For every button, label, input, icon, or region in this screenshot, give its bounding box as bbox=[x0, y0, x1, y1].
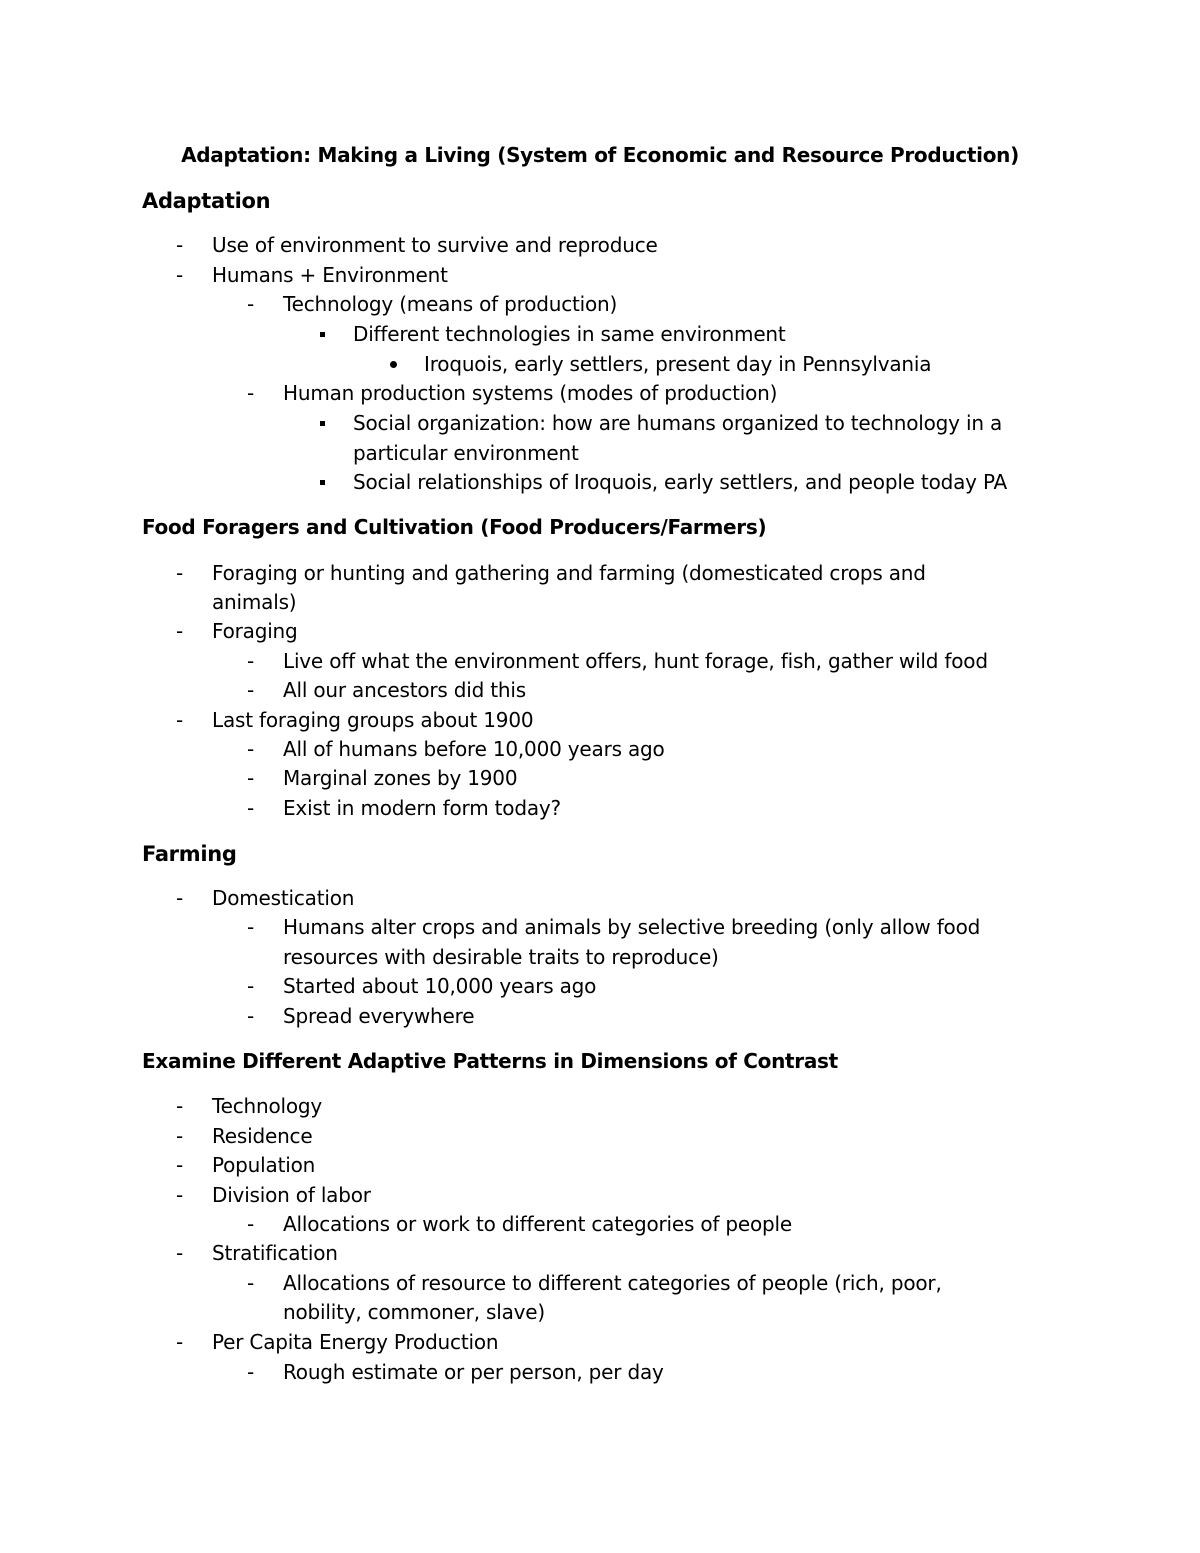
list-item-continuation: particular environment bbox=[353, 441, 579, 465]
list-item: - All our ancestors did this bbox=[247, 676, 526, 706]
page-title: Adaptation: Making a Living (System of Economic and Resource Production) bbox=[181, 143, 1019, 167]
dash-bullet-icon bbox=[247, 290, 267, 320]
list-item: - Domestication bbox=[176, 884, 354, 914]
dash-bullet-icon bbox=[247, 913, 267, 943]
list-item: - Foraging bbox=[176, 617, 298, 647]
list-item: - Last foraging groups about 1900 bbox=[176, 706, 533, 736]
dash-bullet-icon bbox=[247, 735, 267, 765]
dash-bullet-icon bbox=[247, 764, 267, 794]
list-item: - Allocations or work to different categories of people bbox=[247, 1210, 792, 1240]
list-item: - All of humans before 10,000 years ago bbox=[247, 735, 665, 765]
dash-bullet-icon bbox=[176, 559, 196, 589]
section-heading-farming: Farming bbox=[142, 842, 237, 866]
list-item: - Started about 10,000 years ago bbox=[247, 972, 596, 1002]
dash-bullet-icon bbox=[176, 1328, 196, 1358]
list-item-continuation: nobility, commoner, slave) bbox=[283, 1300, 545, 1324]
list-item: - Rough estimate or per person, per day bbox=[247, 1358, 664, 1388]
list-item: Different technologies in same environment bbox=[318, 320, 786, 350]
section-heading-foragers: Food Foragers and Cultivation (Food Producers/Farmers) bbox=[142, 515, 767, 539]
list-item-continuation: resources with desirable traits to reproduce) bbox=[283, 945, 719, 969]
list-item: - Exist in modern form today? bbox=[247, 794, 561, 824]
list-item: - Foraging or hunting and gathering and farming (domesticated crops and bbox=[176, 559, 926, 589]
dash-bullet-icon bbox=[176, 1151, 196, 1181]
list-item: - Humans alter crops and animals by selective breeding (only allow food bbox=[247, 913, 980, 943]
square-bullet-icon bbox=[318, 468, 338, 498]
list-item: - Residence bbox=[176, 1122, 312, 1152]
list-item: - Spread everywhere bbox=[247, 1002, 474, 1032]
list-item: - Allocations of resource to different categories of people (rich, poor, bbox=[247, 1269, 942, 1299]
dash-bullet-icon bbox=[247, 1358, 267, 1388]
section-heading-examine: Examine Different Adaptive Patterns in Dimensions of Contrast bbox=[142, 1049, 838, 1073]
list-item: - Per Capita Energy Production bbox=[176, 1328, 498, 1358]
dash-bullet-icon bbox=[176, 1092, 196, 1122]
list-item: - Humans + Environment bbox=[176, 261, 448, 291]
dash-bullet-icon bbox=[247, 1210, 267, 1240]
list-item: - Division of labor bbox=[176, 1181, 371, 1211]
list-item: Iroquois, early settlers, present day in Pennsylvania bbox=[389, 350, 931, 380]
list-item: - Human production systems (modes of production) bbox=[247, 379, 777, 409]
round-bullet-icon bbox=[389, 350, 409, 380]
dash-bullet-icon bbox=[176, 1181, 196, 1211]
dash-bullet-icon bbox=[247, 676, 267, 706]
list-item: - Population bbox=[176, 1151, 315, 1181]
dash-bullet-icon bbox=[176, 706, 196, 736]
dash-bullet-icon bbox=[176, 261, 196, 291]
square-bullet-icon bbox=[318, 320, 338, 350]
dash-bullet-icon bbox=[247, 379, 267, 409]
list-item: - Use of environment to survive and reproduce bbox=[176, 231, 658, 261]
section-heading-adaptation: Adaptation bbox=[142, 189, 271, 213]
list-item: Social organization: how are humans organized to technology in a bbox=[318, 409, 1002, 439]
list-item-continuation: animals) bbox=[212, 590, 297, 614]
square-bullet-icon bbox=[318, 409, 338, 439]
list-item: Social relationships of Iroquois, early settlers, and people today PA bbox=[318, 468, 1007, 498]
dash-bullet-icon bbox=[247, 794, 267, 824]
dash-bullet-icon bbox=[176, 1122, 196, 1152]
dash-bullet-icon bbox=[176, 231, 196, 261]
dash-bullet-icon bbox=[247, 972, 267, 1002]
dash-bullet-icon bbox=[247, 1002, 267, 1032]
list-item: - Technology bbox=[176, 1092, 322, 1122]
dash-bullet-icon bbox=[176, 617, 196, 647]
dash-bullet-icon bbox=[176, 1239, 196, 1269]
list-item: - Live off what the environment offers, hunt forage, fish, gather wild food bbox=[247, 647, 988, 677]
list-item: - Stratification bbox=[176, 1239, 338, 1269]
dash-bullet-icon bbox=[176, 884, 196, 914]
list-item: - Marginal zones by 1900 bbox=[247, 764, 517, 794]
list-item: - Technology (means of production) bbox=[247, 290, 617, 320]
dash-bullet-icon bbox=[247, 1269, 267, 1299]
dash-bullet-icon bbox=[247, 647, 267, 677]
